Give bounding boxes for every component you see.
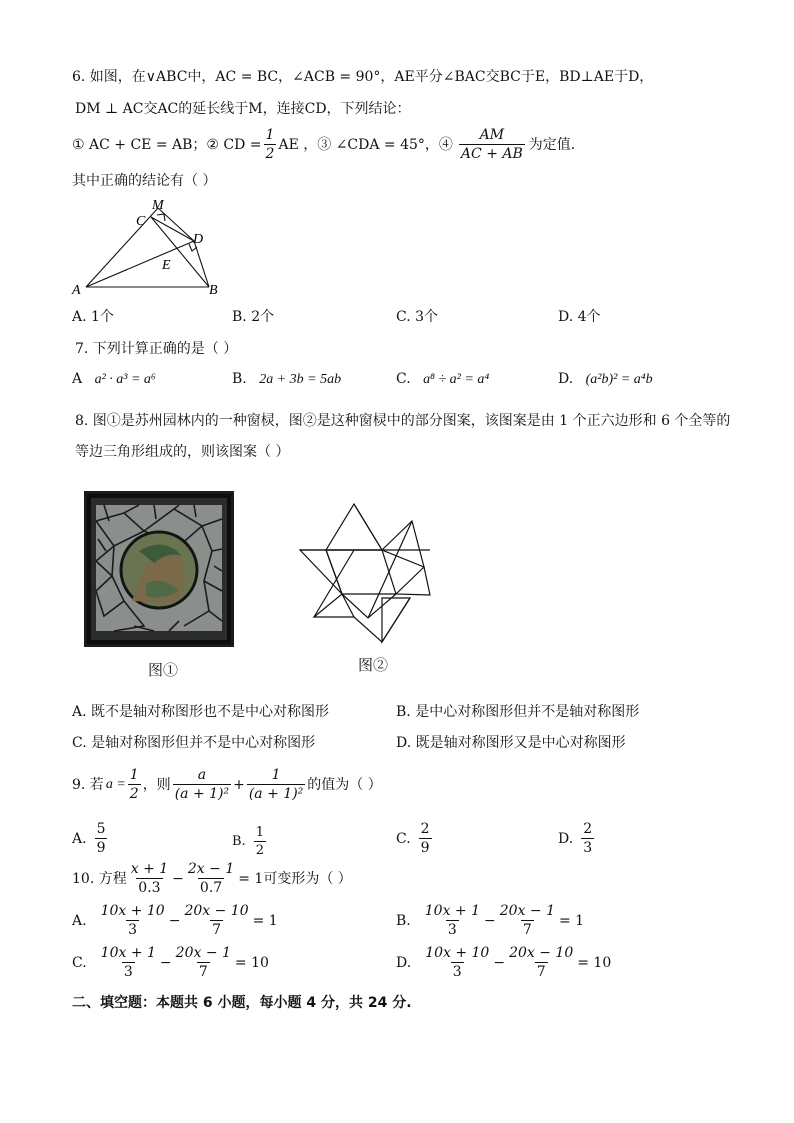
q9-option-a-fraction bbox=[95, 822, 108, 855]
fraction-numerator: 2 bbox=[583, 821, 593, 837]
fraction-numerator: 2 bbox=[420, 821, 430, 837]
q6-conclusion-3: AE ，③ ∠CDA = 45°，④ bbox=[278, 136, 453, 153]
q9-half-fraction bbox=[128, 768, 141, 801]
rhs: = 1 bbox=[252, 912, 278, 929]
q9-option-c-fraction bbox=[419, 822, 432, 855]
q6-ratio-fraction bbox=[459, 128, 525, 161]
fraction-numerator: 1 bbox=[265, 127, 275, 143]
segment-am bbox=[86, 208, 158, 287]
fraction-numerator: 1 bbox=[255, 825, 264, 840]
option-letter: D. bbox=[558, 830, 574, 847]
q6-line1: 6. 如图，在∨ABC中，AC = BC，∠ACB = 90°，AE平分∠BAC交BC于E，BD⊥AE于D， bbox=[72, 69, 654, 85]
triangle-upper-left bbox=[300, 550, 342, 594]
right-angle-mark-m bbox=[157, 214, 165, 221]
fraction-numerator: 1 bbox=[271, 767, 281, 783]
q8-option-c: C. 是轴对称图形但并不是中心对称图形 bbox=[72, 735, 316, 751]
fraction-numerator: 2x − 1 bbox=[187, 861, 235, 877]
q10-option-d: D. $\frac{10x + 10}{3}$ − $\frac{20x - 10}{7}$ = 10 bbox=[396, 945, 612, 980]
q9-a-equals: a = bbox=[105, 776, 126, 792]
fraction-denominator: 9 bbox=[96, 840, 106, 856]
q10-stem bbox=[72, 862, 352, 895]
triangle-upper-right bbox=[382, 521, 424, 567]
fraction-denominator: 2 bbox=[255, 843, 264, 858]
label-b: B bbox=[209, 283, 218, 298]
q9-prefix: 9. 若 bbox=[72, 776, 104, 793]
segment-ad bbox=[86, 241, 194, 287]
q6-conclusions bbox=[72, 128, 575, 161]
window-lattice-photo bbox=[84, 491, 234, 647]
q6-line2: DM ⊥ AC交AC的延长线于M，连接CD，下列结论： bbox=[75, 101, 411, 117]
q7-option-d-expr: (a²b)² = a⁴b bbox=[585, 372, 653, 387]
triangle-lower-left bbox=[314, 594, 354, 617]
rhs: = 1 bbox=[558, 912, 585, 929]
q9-option-c bbox=[396, 822, 434, 855]
triangle-right bbox=[396, 567, 430, 595]
fraction-denominator: (a + 1)² bbox=[248, 786, 304, 802]
q9-option-d-fraction bbox=[581, 822, 594, 855]
fraction-numerator: 10x + 1 bbox=[424, 903, 480, 919]
option-letter: B. bbox=[232, 834, 246, 849]
label-m: M bbox=[152, 198, 164, 213]
option-letter: A bbox=[72, 371, 83, 387]
fraction-denominator: 2 bbox=[265, 146, 275, 162]
fraction-denominator: AC + AB bbox=[460, 146, 523, 162]
fraction-denominator: 3 bbox=[583, 840, 593, 856]
q6-option-d: D. 4个 bbox=[558, 309, 601, 325]
q8-option-d: D. 既是轴对称图形又是中心对称图形 bbox=[396, 735, 626, 751]
fraction-denominator: 3 bbox=[128, 922, 138, 938]
q10-fraction-1 bbox=[129, 862, 170, 895]
label-a: A bbox=[72, 283, 81, 298]
q8-option-a: A. 既不是轴对称图形也不是中心对称图形 bbox=[72, 704, 330, 720]
q10-minus: − bbox=[172, 870, 184, 887]
figure-1-caption: 图① bbox=[148, 661, 179, 679]
q7-option-b bbox=[232, 372, 341, 387]
q7-option-c bbox=[396, 372, 489, 387]
q7-option-c-expr: a⁸ ÷ a² = a⁴ bbox=[423, 372, 490, 387]
q9-fraction-2 bbox=[247, 768, 305, 801]
triangle-top bbox=[326, 504, 382, 550]
q6-option-b: B. 2个 bbox=[232, 309, 275, 325]
fraction-numerator: 10x + 10 bbox=[425, 945, 490, 961]
fraction-denominator: (a + 1)² bbox=[174, 786, 230, 802]
fraction-denominator: 7 bbox=[522, 922, 532, 938]
q10-equals: = 1可变形为（ ） bbox=[238, 870, 352, 887]
q10-option-b: B. $\frac{10x + 1}{3}$ − $\frac{20x - 1}{7}$ = 1 bbox=[396, 903, 585, 938]
option-letter: B. bbox=[232, 371, 247, 387]
option-letter: B. bbox=[396, 912, 411, 929]
fraction-denominator: 9 bbox=[420, 840, 430, 856]
q6-conclusion-tail: 为定值. bbox=[528, 136, 576, 153]
center-hexagon-outline bbox=[326, 550, 396, 618]
fraction-numerator: x + 1 bbox=[130, 861, 169, 877]
fraction-denominator: 3 bbox=[452, 964, 462, 980]
option-letter: A. bbox=[72, 830, 87, 847]
q9-option-b bbox=[232, 826, 268, 857]
q6-option-c: C. 3个 bbox=[396, 309, 439, 325]
q9-stem bbox=[72, 768, 382, 801]
option-letter: A. bbox=[72, 912, 87, 929]
q9-option-a bbox=[72, 822, 109, 855]
fraction-denominator: 7 bbox=[536, 964, 546, 980]
q6-conclusion-1-2: ① AC + CE = AB；② CD = bbox=[72, 136, 262, 153]
fraction-denominator: 3 bbox=[123, 964, 133, 980]
option-letter: D. bbox=[558, 371, 574, 387]
q7-stem: 7. 下列计算正确的是（ ） bbox=[75, 341, 238, 357]
fraction-denominator: 7 bbox=[198, 964, 208, 980]
q7-option-a bbox=[72, 372, 156, 387]
q9-plus: + bbox=[233, 776, 245, 793]
q10-option-c: C. $\frac{10x + 1}{3}$ − $\frac{20x - 1}{7}$ = 10 bbox=[72, 945, 269, 980]
fraction-denominator: 7 bbox=[212, 922, 221, 938]
fraction-numerator: 20x − 1 bbox=[499, 903, 555, 919]
q6-half-fraction bbox=[264, 128, 277, 161]
label-d: D bbox=[193, 232, 204, 247]
fraction-denominator: 3 bbox=[447, 922, 457, 938]
fraction-denominator: 0.7 bbox=[199, 880, 223, 896]
fraction-denominator: 0.3 bbox=[138, 880, 161, 896]
fraction-numerator: 10x + 1 bbox=[100, 945, 156, 961]
figure-2-caption: 图② bbox=[358, 656, 389, 674]
label-c: C bbox=[136, 214, 146, 229]
fraction-numerator: 20x − 1 bbox=[175, 945, 231, 961]
rhs: = 10 bbox=[577, 954, 612, 971]
q10-prefix: 10. 方程 bbox=[72, 870, 127, 887]
q10-option-a: A. $\frac{10x + 10}{3}$ − $\frac{20x - 10}{7}$ = 1 bbox=[72, 903, 278, 938]
section-2-heading: 二、填空题：本题共 6 小题，每小题 4 分，共 24 分. bbox=[72, 995, 412, 1011]
option-letter: D. bbox=[396, 954, 412, 971]
q6-triangle-figure bbox=[66, 195, 236, 300]
q6-ask: 其中正确的结论有（ ） bbox=[72, 173, 217, 189]
fraction-numerator: 20x − 10 bbox=[184, 903, 249, 919]
q9-tail: 的值为（ ） bbox=[307, 776, 382, 793]
fraction-numerator: 10x + 10 bbox=[100, 903, 165, 919]
q10-fraction-2 bbox=[186, 862, 236, 895]
fraction-numerator: 20x − 10 bbox=[509, 945, 574, 961]
q8-line1: 8. 图①是苏州园林内的一种窗棂，图②是这种窗棂中的部分图案，该图案是由 1 个正六边形和 6 个全等的 bbox=[75, 413, 731, 429]
q7-option-b-expr: 2a + 3b = 5ab bbox=[259, 372, 342, 387]
q9-option-b-fraction bbox=[254, 826, 266, 857]
q9-option-d bbox=[558, 822, 596, 855]
label-e: E bbox=[162, 258, 171, 273]
option-letter: C. bbox=[396, 371, 411, 387]
option-letter: C. bbox=[396, 830, 411, 847]
hexagon-triangles-pattern bbox=[296, 500, 434, 645]
rhs: = 10 bbox=[234, 954, 269, 971]
q8-line2: 等边三角形组成的，则该图案（ ） bbox=[75, 444, 290, 460]
fraction-numerator: 1 bbox=[129, 767, 139, 783]
q6-option-a: A. 1个 bbox=[72, 309, 114, 325]
fraction-numerator: 5 bbox=[96, 821, 106, 837]
q9-then: ，则 bbox=[142, 776, 171, 793]
q8-option-b: B. 是中心对称图形但并不是轴对称图形 bbox=[396, 704, 640, 720]
fraction-denominator: 2 bbox=[129, 786, 139, 802]
q7-option-d bbox=[558, 372, 653, 387]
fraction-numerator: AM bbox=[479, 127, 505, 143]
fraction-numerator: a bbox=[197, 767, 207, 783]
q9-fraction-1 bbox=[173, 768, 231, 801]
option-letter: C. bbox=[72, 954, 87, 971]
q7-option-a-expr: a² · a³ = a⁶ bbox=[94, 372, 156, 387]
